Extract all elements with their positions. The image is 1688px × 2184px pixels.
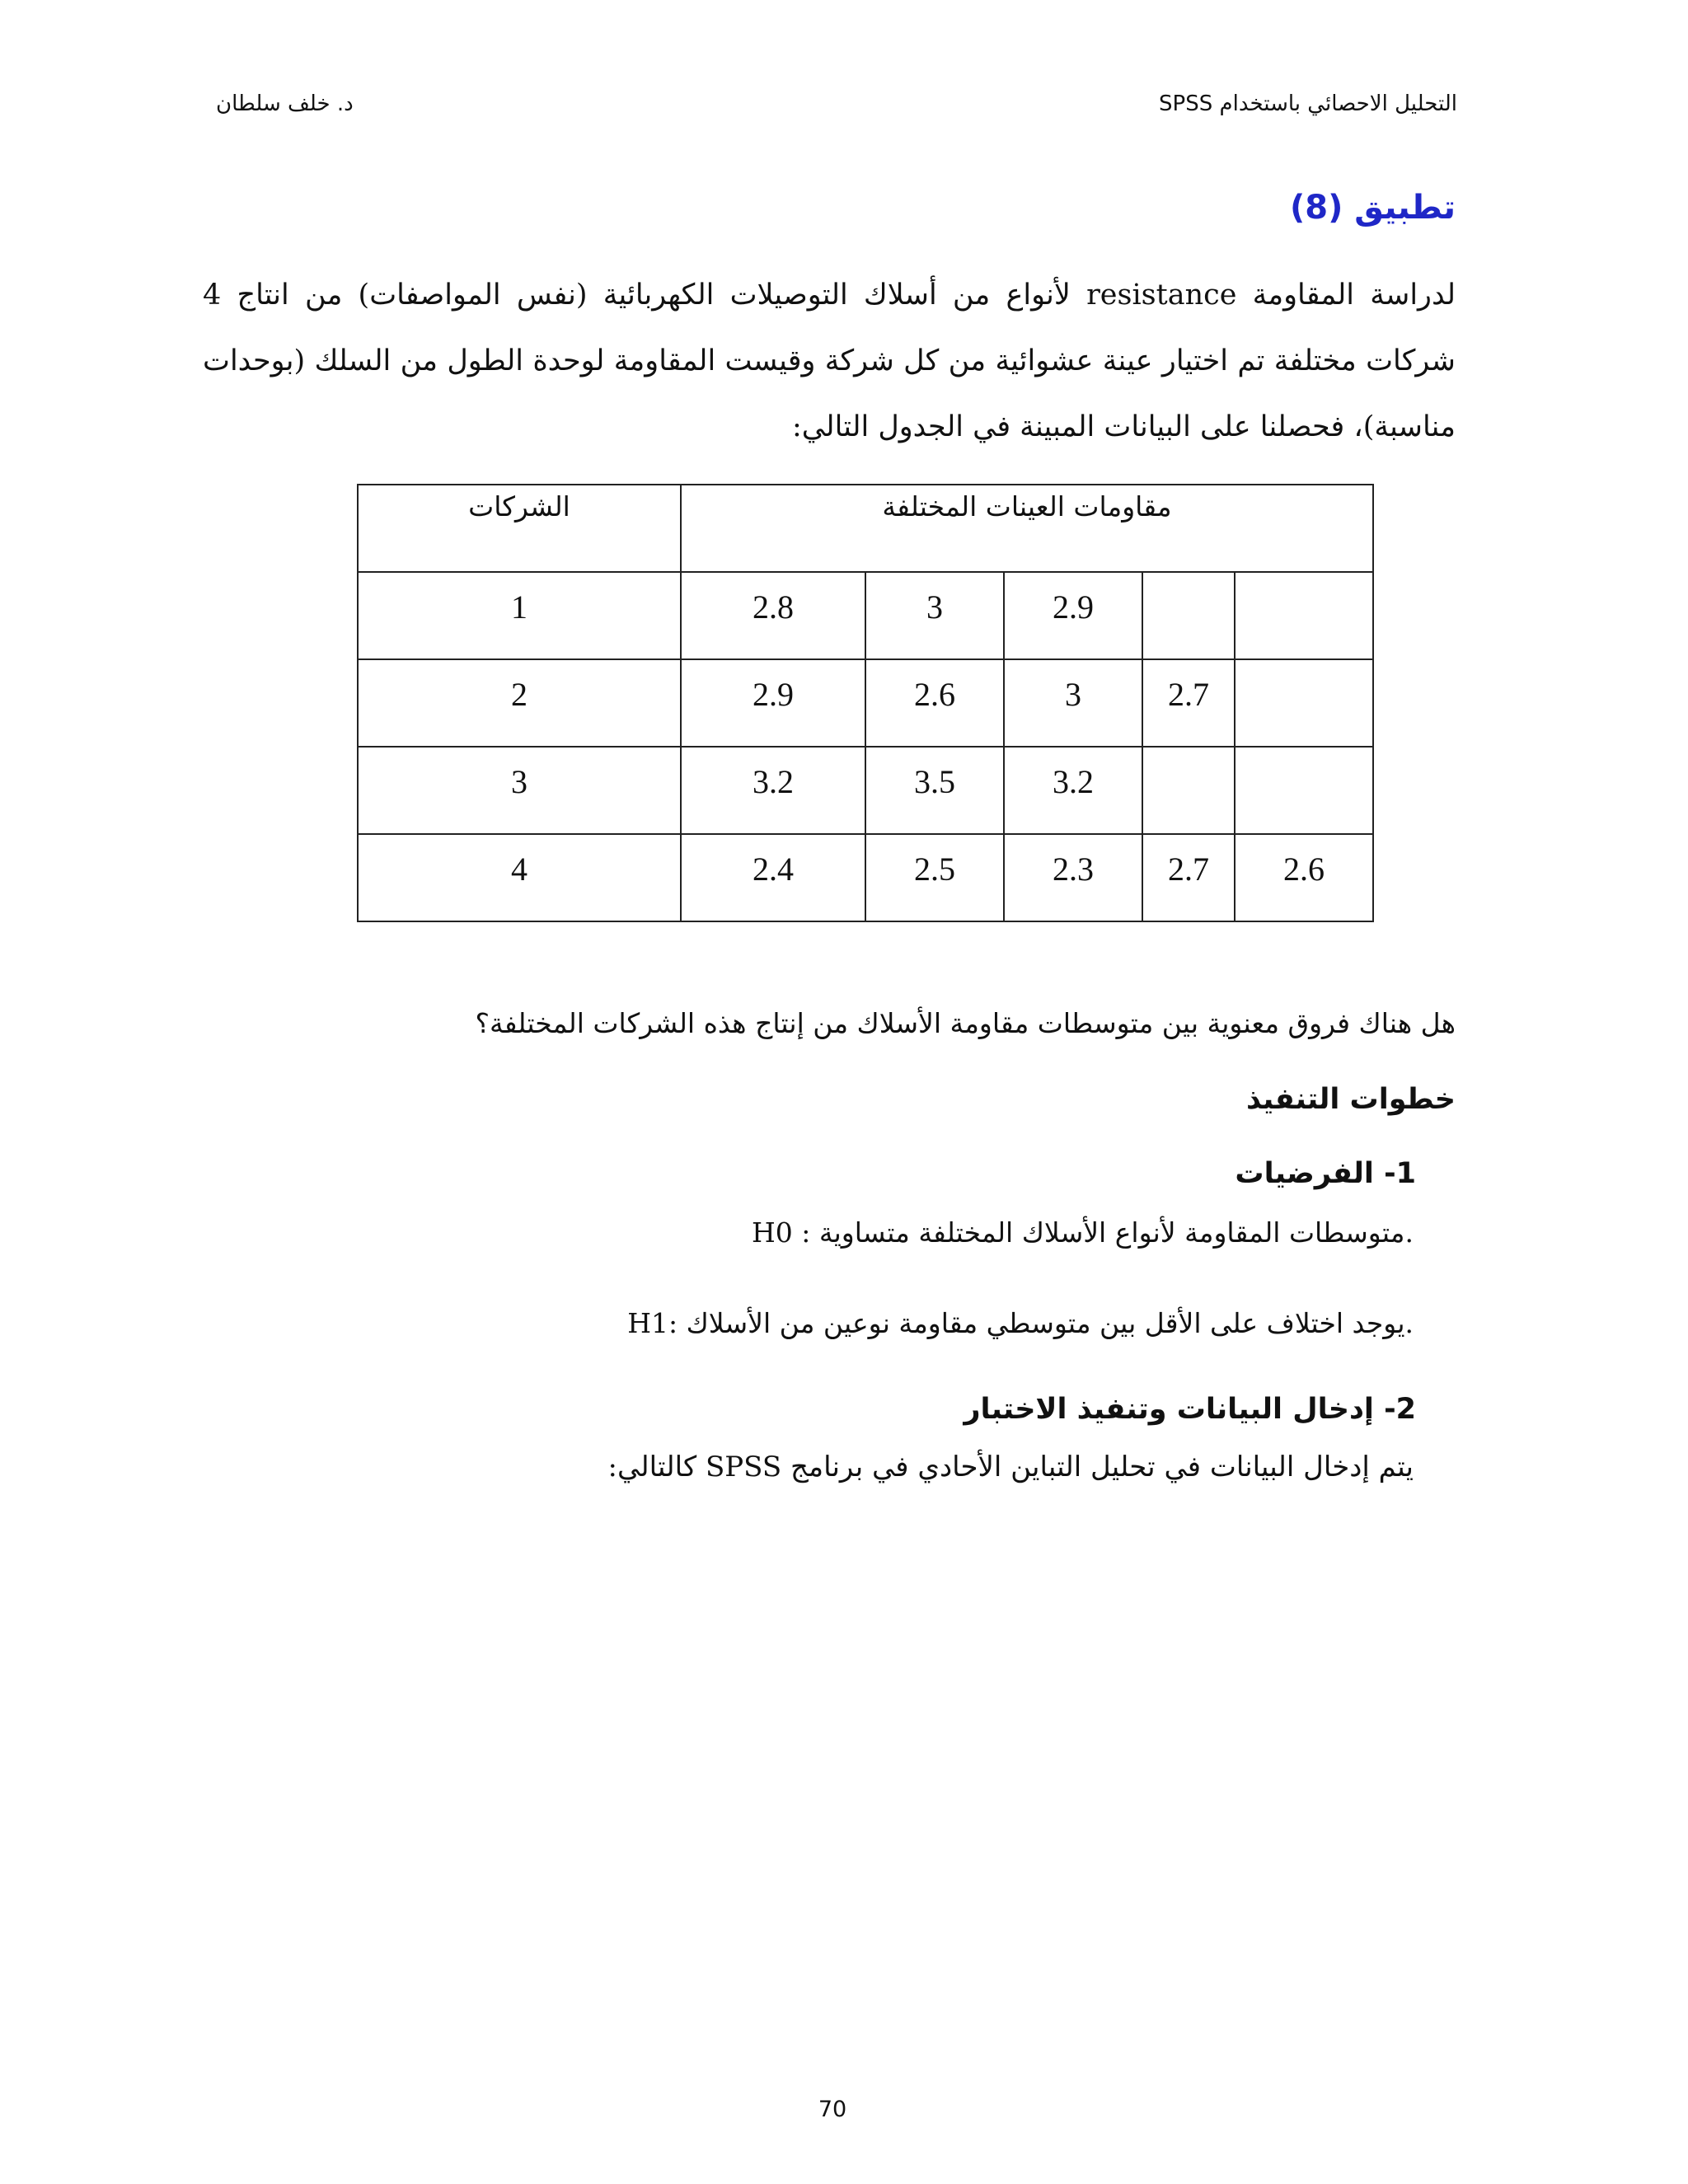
table-row [358,659,1373,747]
header-author: د. خلف سلطان [216,91,354,116]
company-cell: 3 [358,747,681,834]
null-hypothesis: H0 : متوسطات المقاومة لأنواع الأسلاك المختلفة متساوية. [752,1216,1414,1249]
company-cell: 1 [358,572,681,659]
value-cell [1235,572,1373,659]
value-cell: 3 [1004,659,1142,747]
data-entry-text: يتم إدخال البيانات في تحليل التباين الأحادي في برنامج SPSS كالتالي: [607,1451,1414,1483]
value-cell: 2.3 [1004,834,1142,921]
step-data-entry-heading: 2- إدخال البيانات وتنفيذ الاختبار [964,1393,1416,1426]
step-hypotheses-heading: 1- الفرضيات [1235,1157,1416,1190]
value-cell [1142,747,1235,834]
application-title: تطبيق (8) [1289,189,1456,227]
value-cell: 2.7 [1142,834,1235,921]
value-cell: 2.6 [865,659,1004,747]
value-cell: 2.6 [1235,834,1373,921]
value-cell [1235,747,1373,834]
table-header-row [358,485,1373,572]
header-companies: الشركات [358,485,681,572]
page-number: 70 [818,2097,847,2122]
header-book-title: التحليل الاحصائي باستخدام SPSS [1159,91,1457,116]
value-cell: 3 [865,572,1004,659]
value-cell: 2.9 [681,659,865,747]
intro-paragraph: لدراسة المقاومة resistance لأنواع من أسلاك التوصيلات الكهربائية (نفس المواصفات) من انتاج 4 شركات مختلفة تم اختيار عينة عشوائية من كل شركة وقيست المقاومة لوحدة الطول من السلك (بوحدات مناسبة)، فحصلنا على البيانات المبينة في الجدول التالي: [203,279,1456,443]
company-cell: 2 [358,659,681,747]
table-row [358,834,1373,921]
value-cell [1235,659,1373,747]
alternative-hypothesis: H1: يوجد اختلاف على الأقل بين متوسطي مقاومة نوعين من الأسلاك. [627,1307,1414,1339]
company-cell: 4 [358,834,681,921]
header-samples: مقاومات العينات المختلفة [681,485,1373,572]
value-cell: 2.5 [865,834,1004,921]
value-cell: 2.9 [1004,572,1142,659]
table-row [358,747,1373,834]
resistance-table [357,484,1374,922]
value-cell: 3.2 [1004,747,1142,834]
research-question: هل هناك فروق معنوية بين متوسطات مقاومة الأسلاك من إنتاج هذه الشركات المختلفة؟ [475,1007,1456,1039]
steps-heading: خطوات التنفيذ [1245,1083,1456,1116]
value-cell: 2.8 [681,572,865,659]
value-cell [1142,572,1235,659]
table-row [358,572,1373,659]
value-cell: 3.5 [865,747,1004,834]
value-cell: 2.7 [1142,659,1235,747]
value-cell: 3.2 [681,747,865,834]
value-cell: 2.4 [681,834,865,921]
